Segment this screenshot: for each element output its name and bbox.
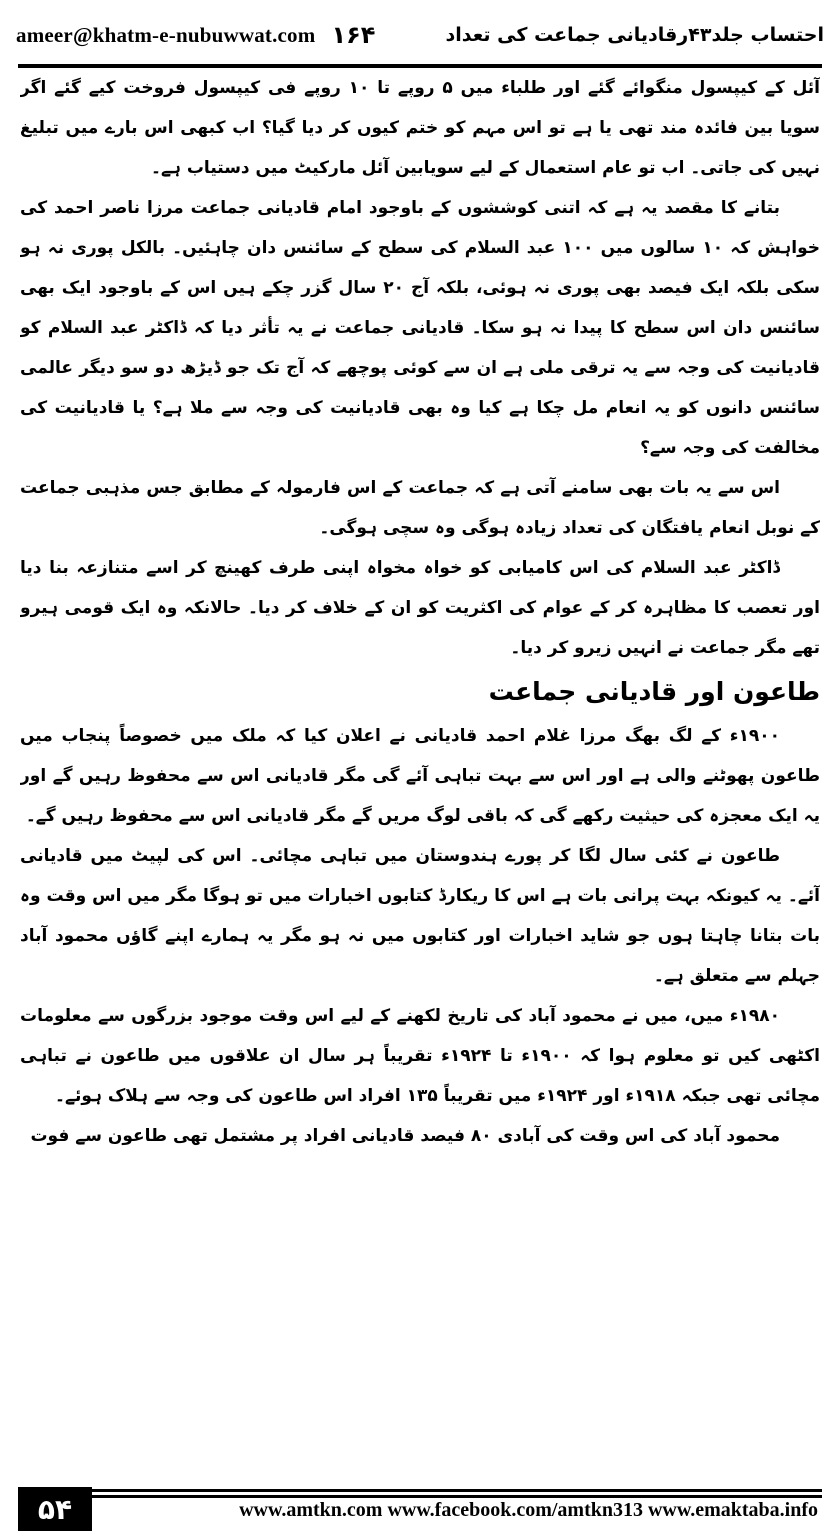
page-footer <box>18 1484 822 1534</box>
section-heading: طاعون اور قادیانی جماعت <box>488 677 820 706</box>
footer-rule-top <box>92 1489 822 1492</box>
paragraph-4: ڈاکٹر عبد السلام کی اس کامیابی کو خواہ مخواہ اپنی طرف کھینچ کر اسے متنازعہ بنا دیا اور تعصب کا مظاہرہ کر کے عوام کی اکثریت کو ان کے خلاف کر دیا۔ حالانکہ وہ ایک قومی ہیرو تھے مگر جماعت نے انہیں زیرو کر دیا۔ <box>20 558 820 658</box>
header-left <box>16 21 375 49</box>
paragraph-6: طاعون نے کئی سال لگا کر پورے ہندوستان میں تباہی مچائی۔ اس کی لپیٹ میں قادیانی آئے۔ یہ کیونکہ بہت پرانی بات ہے اس کا ریکارڈ کتابوں اخبارات میں تو ہوگا مگر میں اس وقت وہ بات بتانا چاہتا ہوں جو شاید اخبارات اور کتابوں میں نہ ہو مگر یہ ہمارے اپنے گاؤں محمود آباد جہلم سے متعلق ہے۔ <box>20 846 820 986</box>
footer-links[interactable]: www.amtkn.com www.facebook.com/amtkn313 www.emaktaba.info <box>239 1499 818 1521</box>
page-body <box>20 68 820 1468</box>
footer-rule-bottom <box>92 1495 822 1498</box>
paragraph-5: ۱۹۰۰ء کے لگ بھگ مرزا غلام احمد قادیانی نے اعلان کیا کہ ملک میں خصوصاً پنجاب میں طاعون پھوٹنے والی ہے اور اس سے بہت تباہی آئے گی مگر قادیانی اس سے محفوظ رہیں گے اور یہ ایک معجزہ کی حیثیت رکھے گی کہ باقی لوگ مریں گے مگر قادیانی اس سے محفوظ رہیں گے۔ <box>20 726 820 826</box>
paragraph-8: محمود آباد کی اس وقت کی آبادی ۸۰ فیصد قادیانی افراد پر مشتمل تھی طاعون سے فوت <box>30 1126 780 1146</box>
footer-links-area <box>92 1487 822 1531</box>
header-email: ameer@khatm-e-nubuwwat.com <box>16 22 316 47</box>
paragraph-1: آئل کے کیپسول منگوائے گئے اور طلباء میں ۵ روپے تا ۱۰ روپے فی کیپسول فروخت کیے گئے اگر سویا بین فائدہ مند تھی یا ہے تو اس مہم کو ختم کیوں کر دیا گیا؟ اب کبھی اس بارے میں تبلیغ نہیں کی جاتی۔ اب تو عام استعمال کے لیے سویابین آئل مارکیٹ میں دستیاب ہے۔ <box>20 78 820 178</box>
page-header <box>16 6 824 64</box>
paragraph-3: اس سے یہ بات بھی سامنے آتی ہے کہ جماعت کے اس فارمولہ کے مطابق جس مذہبی جماعت کے نوبل انعام یافتگان کی تعداد زیادہ ہوگی وہ سچی ہوگی۔ <box>20 478 820 538</box>
paragraph-2: بتانے کا مقصد یہ ہے کہ اتنی کوششوں کے باوجود امام قادیانی جماعت مرزا ناصر احمد کی خواہش کہ ۱۰ سالوں میں ۱۰۰ عبد السلام کی سطح کے سائنس دان چاہئیں۔ بالکل پوری نہ ہو سکی بلکہ ایک فیصد بھی پوری نہ ہوئی، بلکہ آج ۲۰ سال گزر چکے ہیں اس کے باوجود ایک بھی سائنس دان اس سطح کا پیدا نہ ہو سکا۔ قادیانی جماعت نے یہ تأثر دیا کہ ڈاکٹر عبد السلام کو قادیانیت کی وجہ سے یہ ترقی ملی ہے ان سے کوئی پوچھے کہ آج تک جو ڈیڑھ دو سو دیگر عالمی سائنس دانوں کو یہ انعام مل چکا ہے کیا وہ بھی قادیانیت کی وجہ سے ملا ہے؟ یا قادیانیت کی مخالفت کی وجہ سے؟ <box>20 198 820 458</box>
header-page-number: ۱۶۴ <box>331 21 376 49</box>
footer-page-number: ۵۴ <box>18 1487 92 1531</box>
header-title: احتساب جلد۴۳رقادیانی جماعت کی تعداد <box>445 24 824 46</box>
paragraph-7: ۱۹۸۰ء میں، میں نے محمود آباد کی تاریخ لکھنے کے لیے اس وقت موجود بزرگوں سے معلومات اکٹھی کیں تو معلوم ہوا کہ ۱۹۰۰ء تا ۱۹۲۴ء تقریباً ہر سال ان علاقوں میں طاعون نے تباہی مچائی تھی جبکہ ۱۹۱۸ء اور ۱۹۲۴ء میں تقریباً ۱۳۵ افراد اس طاعون کی وجہ سے ہلاک ہوئے۔ <box>20 1006 820 1106</box>
